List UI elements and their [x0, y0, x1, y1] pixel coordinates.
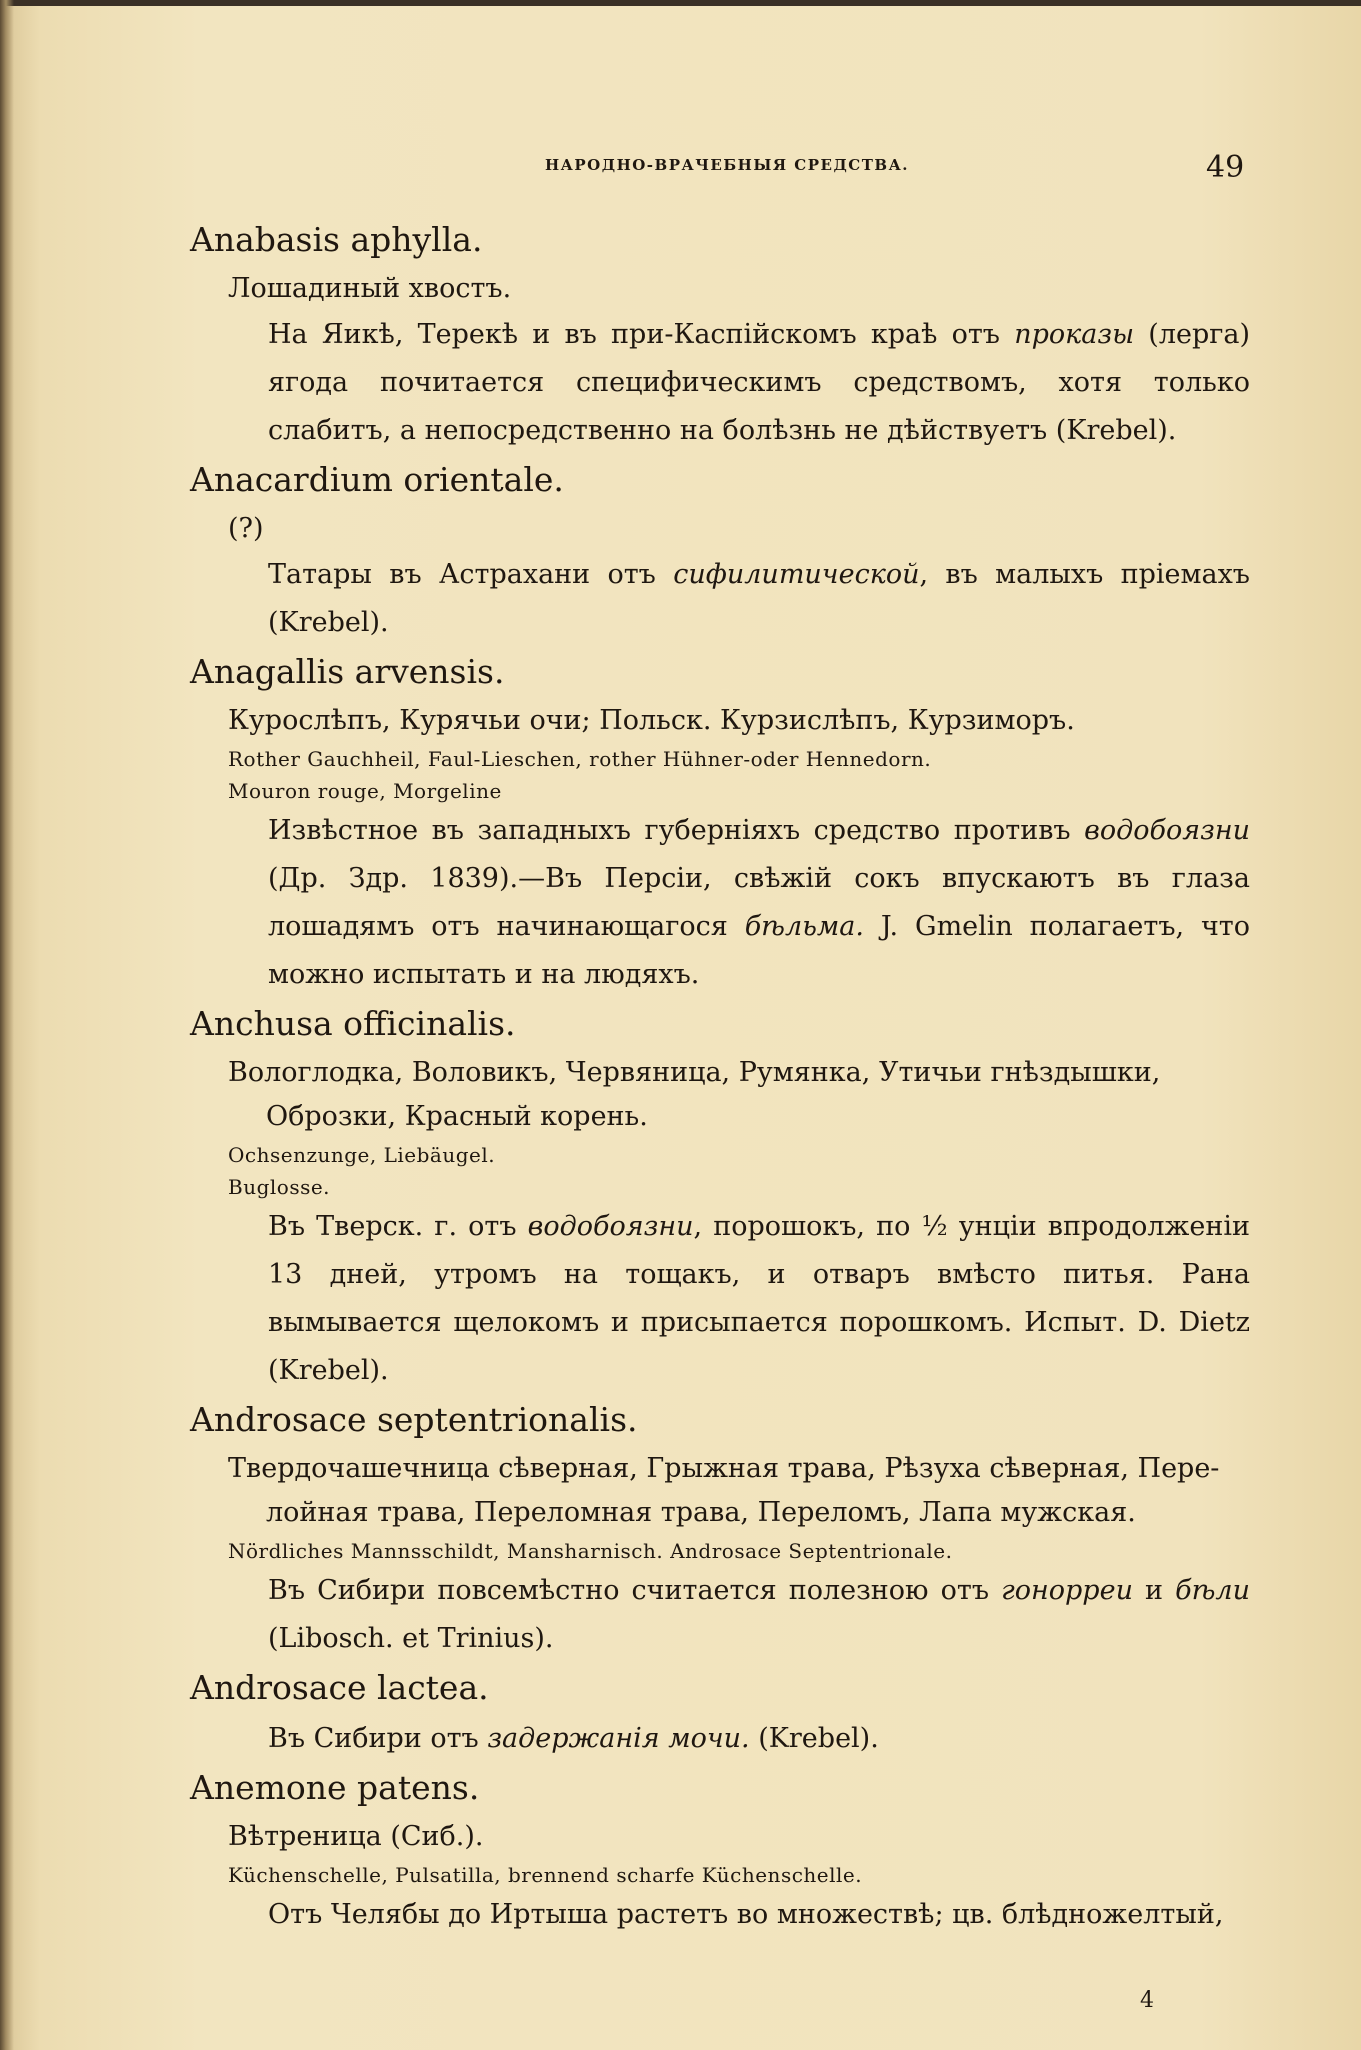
entry-title: Androsace septentrionalis.	[190, 1400, 638, 1439]
emphasized-term: бѣли	[1175, 1575, 1250, 1606]
russian-names	[228, 507, 1250, 551]
emphasized-term: водобоязни	[1084, 815, 1250, 846]
entry-description	[268, 807, 1250, 999]
russian-names	[228, 1815, 1250, 1859]
description-text: Извѣстное въ западныхъ губерніяхъ средство противъ	[268, 815, 1085, 846]
description-text: J. Gmelin полагаетъ, что можно испытать и на людяхъ.	[268, 911, 1250, 990]
entry	[190, 457, 1250, 647]
russian-names-line: Лошадиный хвостъ.	[228, 273, 512, 304]
entry-title: Anchusa officinalis.	[190, 1004, 516, 1043]
entry	[190, 649, 1250, 999]
description-text: , порошокъ, по ½ унціи впродолженіи 13 дней, утромъ на тощакъ, и отваръ вмѣсто питья. Рана вымывается щелокомъ и присыпается порошкомъ. Испыт. D. Dietz (Krebel).	[268, 1211, 1250, 1386]
russian-names	[228, 699, 1250, 743]
description-text: (Krebel).	[749, 1723, 879, 1754]
description-text: Въ Сибири повсемѣстно считается полезною отъ	[268, 1575, 1002, 1606]
signature-mark: 4	[1140, 1988, 1154, 2013]
running-head: НАРОДНО-ВРАЧЕБНЫЯ СРЕДСТВА.	[545, 156, 910, 174]
entry	[190, 1001, 1250, 1395]
russian-names	[228, 267, 1250, 311]
emphasized-term: водобоязни	[527, 1211, 694, 1242]
description-text: и	[1132, 1575, 1176, 1606]
description-text: Отъ Челябы до Иртыша растетъ во множествѣ; цв. блѣдножелтый,	[268, 1899, 1224, 1930]
entry-description	[268, 311, 1250, 455]
entry-title: Anabasis aphylla.	[190, 220, 483, 259]
russian-names-line: Вѣтреница (Сиб.).	[228, 1821, 484, 1852]
entry	[190, 1665, 1250, 1763]
entry-description	[268, 1203, 1250, 1395]
description-text: (Libosch. et Trinius).	[268, 1623, 554, 1654]
entry-title: Anacardium orientale.	[190, 460, 564, 499]
foreign-names: Nördliches Mannsschildt, Mansharnisch. Androsace Septentrionale.	[228, 1539, 953, 1563]
russian-names-line: Оброзки, Красный корень.	[266, 1101, 648, 1132]
entry	[190, 1397, 1250, 1663]
russian-names	[228, 1051, 1250, 1095]
foreign-names: Rother Gauchheil, Faul-Lieschen, rother Hühner-oder Hennedorn.	[228, 747, 932, 771]
emphasized-term: сифилитической	[673, 559, 920, 590]
entries-list	[190, 215, 1250, 1939]
description-text: Татары въ Астрахани отъ	[268, 559, 674, 590]
russian-names-line: Курослѣпъ, Курячьи очи; Польск. Курзислѣпъ, Курзиморъ.	[228, 705, 1075, 736]
russian-names-line: Твердочашечница сѣверная, Грыжная трава, Рѣзуха сѣверная, Пере-	[228, 1453, 1220, 1484]
russian-names	[228, 1447, 1250, 1491]
emphasized-term: бѣльма.	[744, 911, 864, 942]
entry	[190, 1765, 1250, 1939]
description-text: Въ Тверск. г. отъ	[268, 1211, 528, 1242]
russian-names-line: лойная трава, Переломная трава, Переломъ, Лапа мужская.	[266, 1497, 1136, 1528]
russian-names-line: (?)	[228, 513, 264, 544]
page-header	[0, 150, 1361, 184]
russian-names	[228, 1491, 1250, 1535]
description-text: , въ малыхъ пріемахъ (Krebel).	[268, 559, 1250, 638]
description-text: Въ Сибири отъ	[268, 1723, 488, 1754]
foreign-names: Küchenschelle, Pulsatilla, brennend scharfe Küchenschelle.	[228, 1863, 863, 1887]
emphasized-term: гонорреи	[1001, 1575, 1133, 1606]
entry-description	[268, 1891, 1250, 1939]
entry-description	[268, 551, 1250, 647]
russian-names-line: Вологлодка, Воловикъ, Червяница, Румянка, Утичьи гнѣздышки,	[228, 1057, 1161, 1088]
entry-title: Anemone patens.	[190, 1768, 480, 1807]
description-text: (Др. Здр. 1839).—Въ Персіи, свѣжій сокъ впускаютъ въ глаза лошадямъ отъ начинающагося	[268, 863, 1250, 942]
entry-title: Anagallis arvensis.	[190, 652, 505, 691]
foreign-names: Mouron rouge, Morgeline	[228, 779, 502, 803]
emphasized-term: проказы	[1014, 319, 1135, 350]
russian-names	[228, 1095, 1250, 1139]
binding-edge	[0, 0, 14, 2050]
foreign-names: Buglosse.	[228, 1175, 331, 1199]
top-border	[0, 0, 1361, 6]
description-text: На Яикѣ, Терекѣ и въ при-Каспійскомъ краѣ отъ	[268, 319, 1015, 350]
entry-title: Androsace lactea.	[190, 1668, 489, 1707]
foreign-names: Ochsenzunge, Liebäugel.	[228, 1143, 496, 1167]
entry	[190, 217, 1250, 455]
page-number: 49	[1206, 150, 1245, 185]
description-text: (лерга) ягода почитается специфическимъ средствомъ, хотя только слабитъ, а непосредственно на болѣзнь не дѣйствуетъ (Krebel).	[268, 319, 1251, 446]
emphasized-term: задержанія мочи.	[487, 1723, 750, 1754]
entry-description	[268, 1715, 1250, 1763]
entry-description	[268, 1567, 1250, 1663]
